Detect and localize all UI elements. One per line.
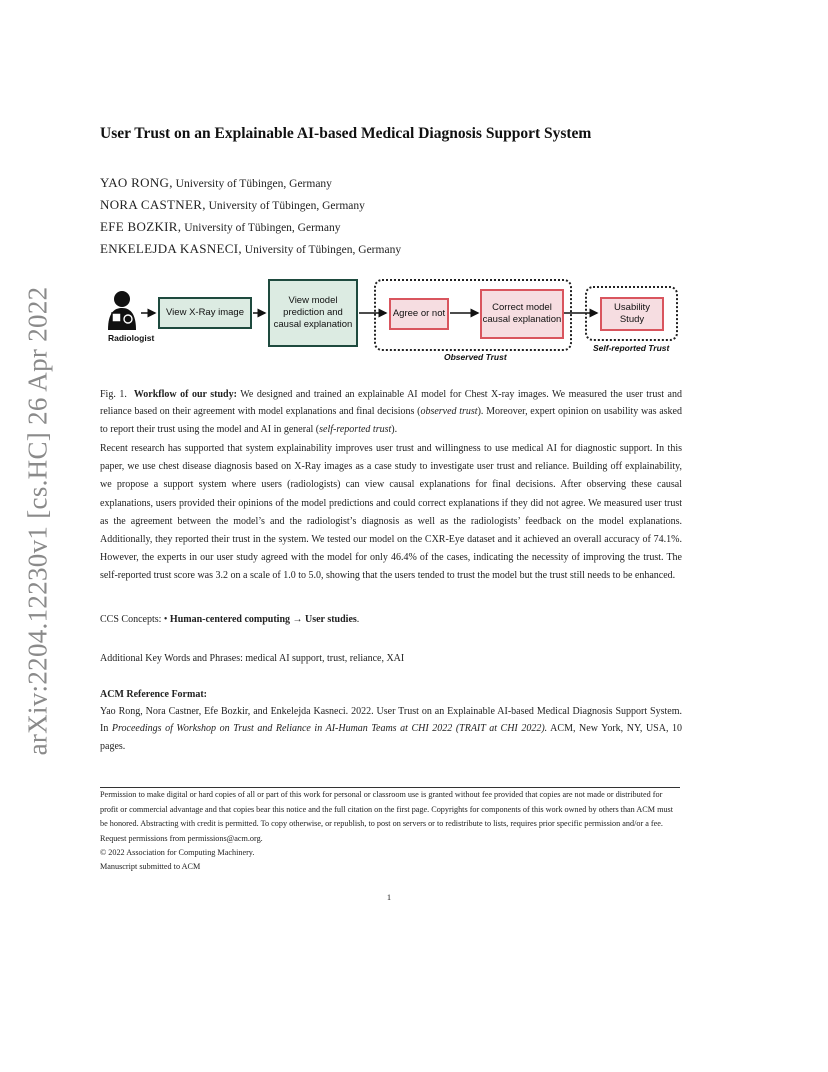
acm-ref-venue: Proceedings of Workshop on Trust and Reliance in AI-Human Teams at CHI 2022 (TRAIT at CHI 2022). [111,723,548,735]
permission-notice: Permission to make digital or hard copies of all or part of this work for personal or classroom use is granted without fee provided that copies are not made or distributed for profit or commercial advantage and that copies bear this notice and the full citation on the first page. Copyrights for components of this work owned by others than ACM must be honored. Abstracting with credit is permitted. To copy otherwise, or republish, to post on servers or to redistribute to lists, requires prior specific permission and/or a fee. Request permissions from permissions@acm.org. [100,790,673,843]
acm-reference [100,703,682,755]
caption-em: self-reported trust [319,423,392,435]
author-name: ENKELEJDA KASNECI, [100,241,242,256]
caption-text: ). [391,423,398,435]
caption-text: We designed and trained an explainable AI model for Chest X-ray images. We measured the user trust and reliance based on their agreement with model explanations and final decisions ( [100,389,682,418]
paper-title: User Trust on an Explainable AI-based Medical Diagnosis Support System [100,125,592,142]
ccs-end: . [356,614,360,625]
ccs-bullet: • [163,614,170,625]
author-4 [100,241,401,257]
acm-ref-text: ACM, New York, NY, USA, 10 pages. [100,723,683,752]
radiologist-icon [108,291,136,330]
page-number: 1 [386,892,392,902]
caption-prefix: Fig. 1. [100,389,127,400]
author-affiliation: University of Tübingen, Germany [244,244,402,256]
author-1 [100,175,332,191]
figure-caption [100,386,682,438]
correct-explanation-box: Correct model causal explanation [480,289,564,339]
author-affiliation: University of Tübingen, Germany [184,222,341,234]
caption-bold: Workflow of our study: [133,389,237,400]
caption-text: ). Moreover, expert opinion on usability was asked to report their trust using the model and AI in general ( [100,406,682,435]
acm-ref-text: Yao Rong, Nora Castner, Efe Bozkir, and Enkelejda Kasneci. 2022. User Trust on an Explainable AI-based Medical Diagnosis Support System. In [100,706,682,735]
arxiv-id-text: arXiv:2204.12230v1 [cs.HC] 26 Apr 2022 [22,286,53,756]
abstract: Recent research has supported that system explainability improves user trust and willingness to use medical AI for diagnostic support. In this paper, we use chest disease diagnosis based on X-Ray images as a case study to investigate user trust and reliance. Building off explainability, we propose a support system where users (radiologists) can view causal explanations for final decisions. After observing these causal explanations, users provided their opinions of the model predictions and could correct explanations if they did not agree. We measured user trust as the agreement between the model’s and the radiologist’s diagnosis as well as the radiologists’ feedback on the model explanations. Additionally, they reported their trust in the system. We tested our model on the CXR-Eye dataset and it achieved an overall accuracy of 74.1%. However, the experts in our user study agreed with the model for only 46.4% of the cases, indicating the necessity of improving the trust. The self-reported trust score was 3.2 on a scale of 1.0 to 5.0, showing that the users tended to trust the model but the trust still needs to be enhanced. [100,443,682,582]
view-model-box: View model prediction and causal explanation [268,279,358,347]
author-3 [100,219,340,235]
ccs-concepts [100,611,682,628]
copyright: © 2022 Association for Computing Machinery. [100,848,255,857]
author-2 [100,197,365,213]
observed-trust-label: Observed Trust [444,352,507,362]
self-reported-label: Self-reported Trust [593,343,670,353]
agree-box: Agree or not [389,298,449,330]
radiologist-label: Radiologist [108,333,155,343]
ccs-terms: Human-centered computing → User studies [169,614,357,625]
acm-ref-heading-text: ACM Reference Format: [100,689,207,700]
acm-reference-heading [100,686,682,703]
author-affiliation: University of Tübingen, Germany [175,178,332,190]
view-xray-box: View X-Ray image [158,297,252,329]
author-affiliation: University of Tübingen, Germany [208,200,365,212]
manuscript-note: Manuscript submitted to ACM [100,862,201,871]
workflow-figure [100,275,690,370]
author-name: YAO RONG, [100,175,173,190]
author-name: EFE BOZKIR, [100,219,182,234]
keywords: Additional Key Words and Phrases: medical AI support, trust, reliance, XAI [100,653,405,664]
ccs-label: CCS Concepts: [100,614,164,625]
author-name: NORA CASTNER, [100,197,206,212]
usability-box: Usability Study [600,297,664,331]
caption-em: observed trust [420,406,478,418]
arxiv-identifier [20,286,56,756]
